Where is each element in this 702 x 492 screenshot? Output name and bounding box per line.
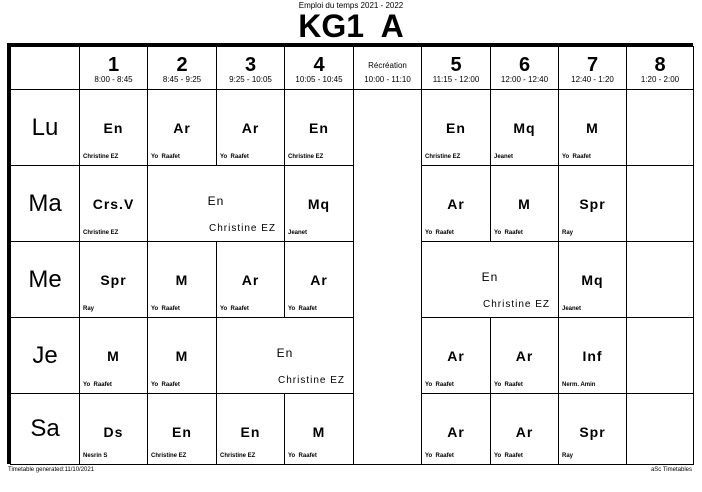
period-header-4 <box>284 46 354 90</box>
lesson-cell-lu-p3[interactable] <box>216 89 285 166</box>
lesson-cell-sa-p6[interactable] <box>490 393 559 465</box>
lesson-cell-lu-p4[interactable] <box>284 89 354 166</box>
empty-slot <box>626 165 694 242</box>
period-time: 11:15 - 12:00 <box>432 75 480 84</box>
period-number: 8 <box>654 54 666 76</box>
period-header-8 <box>626 46 694 90</box>
lesson-teacher: Yo Raafet <box>425 453 454 459</box>
lesson-teacher: Christine EZ <box>151 453 187 459</box>
lesson-cell-lu-p7[interactable] <box>558 89 627 166</box>
lesson-cell-ma-p7[interactable] <box>558 165 627 242</box>
period-header-3 <box>216 46 285 90</box>
lesson-subject: En <box>276 346 294 360</box>
lesson-teacher: Nerm. Amin <box>562 382 596 388</box>
lesson-subject: Ar <box>447 424 465 440</box>
period-header-7 <box>558 46 627 90</box>
lesson-cell-me-p5[interactable] <box>421 241 559 318</box>
period-time: 12:00 - 12:40 <box>500 75 549 84</box>
footer-generated-date: Timetable generated:11/10/2021 <box>8 467 95 473</box>
schedule-year-title: Emploi du temps 2021 - 2022 <box>298 1 404 10</box>
lesson-teacher: Nesrin S <box>83 453 108 459</box>
lesson-teacher: Jeanet <box>288 230 308 236</box>
lesson-subject: En <box>446 120 466 136</box>
lesson-subject: Mq <box>513 120 536 136</box>
lesson-teacher: Ray <box>562 230 574 236</box>
empty-slot <box>626 241 694 318</box>
lesson-subject: Spr <box>579 196 606 212</box>
recess-time: 10:00 - 11:10 <box>364 75 411 84</box>
lesson-teacher: Yo Raafet <box>151 306 180 312</box>
footer-software-name: aSc Timetables <box>650 467 692 473</box>
period-number: 7 <box>586 54 599 76</box>
lesson-subject: En <box>309 120 329 136</box>
lesson-teacher: Yo Raafet <box>151 154 180 160</box>
lesson-teacher: Yo Raafet <box>220 154 249 160</box>
lesson-cell-lu-p1[interactable] <box>79 89 148 166</box>
lesson-subject: M <box>175 348 189 364</box>
lesson-teacher: Yo Raafet <box>425 382 454 388</box>
lesson-cell-je-p5[interactable] <box>421 317 491 394</box>
lesson-subject: Inf <box>582 348 603 364</box>
lesson-teacher: Yo Raafet <box>288 453 317 459</box>
lesson-teacher: Yo Raafet <box>220 306 249 312</box>
lesson-subject: En <box>172 424 192 440</box>
period-number: 1 <box>107 54 120 76</box>
period-number: 2 <box>176 54 188 76</box>
lesson-teacher: Yo Raafet <box>288 306 317 312</box>
lesson-subject: En <box>240 424 261 440</box>
lesson-teacher: Yo Raafet <box>494 382 523 388</box>
lesson-teacher: Jeanet <box>494 154 514 160</box>
lesson-cell-me-p4[interactable] <box>284 241 354 318</box>
day-label-lu: Lu <box>10 89 80 166</box>
lesson-teacher: Yo Raafet <box>425 230 454 236</box>
lesson-subject: M <box>586 120 599 136</box>
period-time: 10:05 - 10:45 <box>295 75 343 84</box>
lesson-subject: Crs.V <box>92 196 135 212</box>
lesson-cell-je-p2[interactable] <box>147 317 217 394</box>
lesson-subject: Mq <box>307 196 331 212</box>
lesson-cell-me-p2[interactable] <box>147 241 217 318</box>
lesson-subject: Ar <box>173 120 191 136</box>
lesson-cell-me-p1[interactable] <box>79 241 148 318</box>
lesson-teacher: Ray <box>562 453 574 459</box>
day-label-ma: Ma <box>10 165 80 242</box>
period-header-6 <box>490 46 559 90</box>
lesson-subject: M <box>175 272 189 288</box>
lesson-cell-me-p3[interactable] <box>216 241 285 318</box>
period-time: 9:25 - 10:05 <box>229 75 272 84</box>
period-time: 1:20 - 2:00 <box>640 75 680 84</box>
lesson-cell-sa-p3[interactable] <box>216 393 285 465</box>
period-header-2 <box>147 46 217 90</box>
lesson-teacher: Yo Raafet <box>151 382 180 388</box>
lesson-cell-ma-p1[interactable] <box>79 165 148 242</box>
period-time: 12:40 - 1:20 <box>571 75 614 84</box>
period-number: 6 <box>518 54 531 76</box>
lesson-teacher: Christine EZ <box>277 375 345 386</box>
lesson-cell-je-p6[interactable] <box>490 317 559 394</box>
recess-header <box>353 46 422 90</box>
lesson-teacher: Christine EZ <box>482 299 550 310</box>
lesson-cell-ma-p5[interactable] <box>421 165 491 242</box>
lesson-cell-lu-p5[interactable] <box>421 89 491 166</box>
lesson-cell-sa-p4[interactable] <box>284 393 354 465</box>
lesson-subject: M <box>107 348 120 364</box>
lesson-subject: En <box>103 120 124 136</box>
lesson-subject: Ar <box>515 348 534 364</box>
lesson-subject: Ar <box>241 120 260 136</box>
lesson-cell-lu-p2[interactable] <box>147 89 217 166</box>
lesson-subject: Spr <box>100 272 127 288</box>
period-number: 4 <box>313 54 325 76</box>
lesson-teacher: Christine EZ <box>220 453 256 459</box>
lesson-cell-je-p3[interactable] <box>216 317 354 394</box>
lesson-subject: Mq <box>581 272 604 288</box>
period-number: 5 <box>450 54 462 76</box>
lesson-cell-je-p7[interactable] <box>558 317 627 394</box>
lesson-teacher: Yo Raafet <box>83 382 112 388</box>
period-time: 8:45 - 9:25 <box>162 75 202 84</box>
period-time: 8:00 - 8:45 <box>94 75 133 84</box>
lesson-subject: Ds <box>103 424 124 440</box>
lesson-teacher: Christine EZ <box>83 154 119 160</box>
lesson-teacher: Jeanet <box>562 306 582 312</box>
empty-slot <box>626 317 694 394</box>
lesson-teacher: Christine EZ <box>425 154 461 160</box>
lesson-cell-ma-p2[interactable] <box>147 165 285 242</box>
lesson-subject: Ar <box>310 272 328 288</box>
empty-slot <box>626 393 694 465</box>
lesson-teacher: Christine EZ <box>288 154 324 160</box>
lesson-subject: Ar <box>447 348 465 364</box>
lesson-subject: En <box>481 270 499 284</box>
lesson-cell-sa-p7[interactable] <box>558 393 627 465</box>
grid-corner <box>10 46 80 90</box>
period-header-1 <box>79 46 148 90</box>
lesson-subject: Ar <box>241 272 260 288</box>
recess-label: Récréation <box>368 61 407 70</box>
day-label-je: Je <box>10 317 80 394</box>
lesson-cell-me-p7[interactable] <box>558 241 627 318</box>
lesson-cell-je-p1[interactable] <box>79 317 148 394</box>
lesson-cell-sa-p5[interactable] <box>421 393 491 465</box>
lesson-teacher: Christine EZ <box>83 230 119 236</box>
lesson-subject: Ar <box>515 424 534 440</box>
timetable-grid <box>7 43 693 464</box>
period-header-5 <box>421 46 491 90</box>
lesson-subject: En <box>207 194 225 208</box>
lesson-subject: Ar <box>447 196 465 212</box>
recess-column <box>353 89 422 465</box>
day-label-me: Me <box>10 241 80 318</box>
lesson-teacher: Ray <box>83 306 95 312</box>
lesson-subject: Spr <box>579 424 606 440</box>
class-title: KG1 A <box>298 8 404 44</box>
lesson-teacher: Yo Raafet <box>494 453 523 459</box>
lesson-cell-ma-p4[interactable] <box>284 165 354 242</box>
lesson-subject: M <box>312 424 326 440</box>
lesson-cell-sa-p2[interactable] <box>147 393 217 465</box>
lesson-subject: M <box>518 196 531 212</box>
lesson-teacher: Christine EZ <box>208 223 276 234</box>
empty-slot <box>626 89 694 166</box>
lesson-cell-lu-p6[interactable] <box>490 89 559 166</box>
lesson-teacher: Yo Raafet <box>562 154 591 160</box>
day-label-sa: Sa <box>10 393 80 465</box>
lesson-cell-ma-p6[interactable] <box>490 165 559 242</box>
period-number: 3 <box>244 54 257 76</box>
lesson-teacher: Yo Raafet <box>494 230 523 236</box>
lesson-cell-sa-p1[interactable] <box>79 393 148 465</box>
